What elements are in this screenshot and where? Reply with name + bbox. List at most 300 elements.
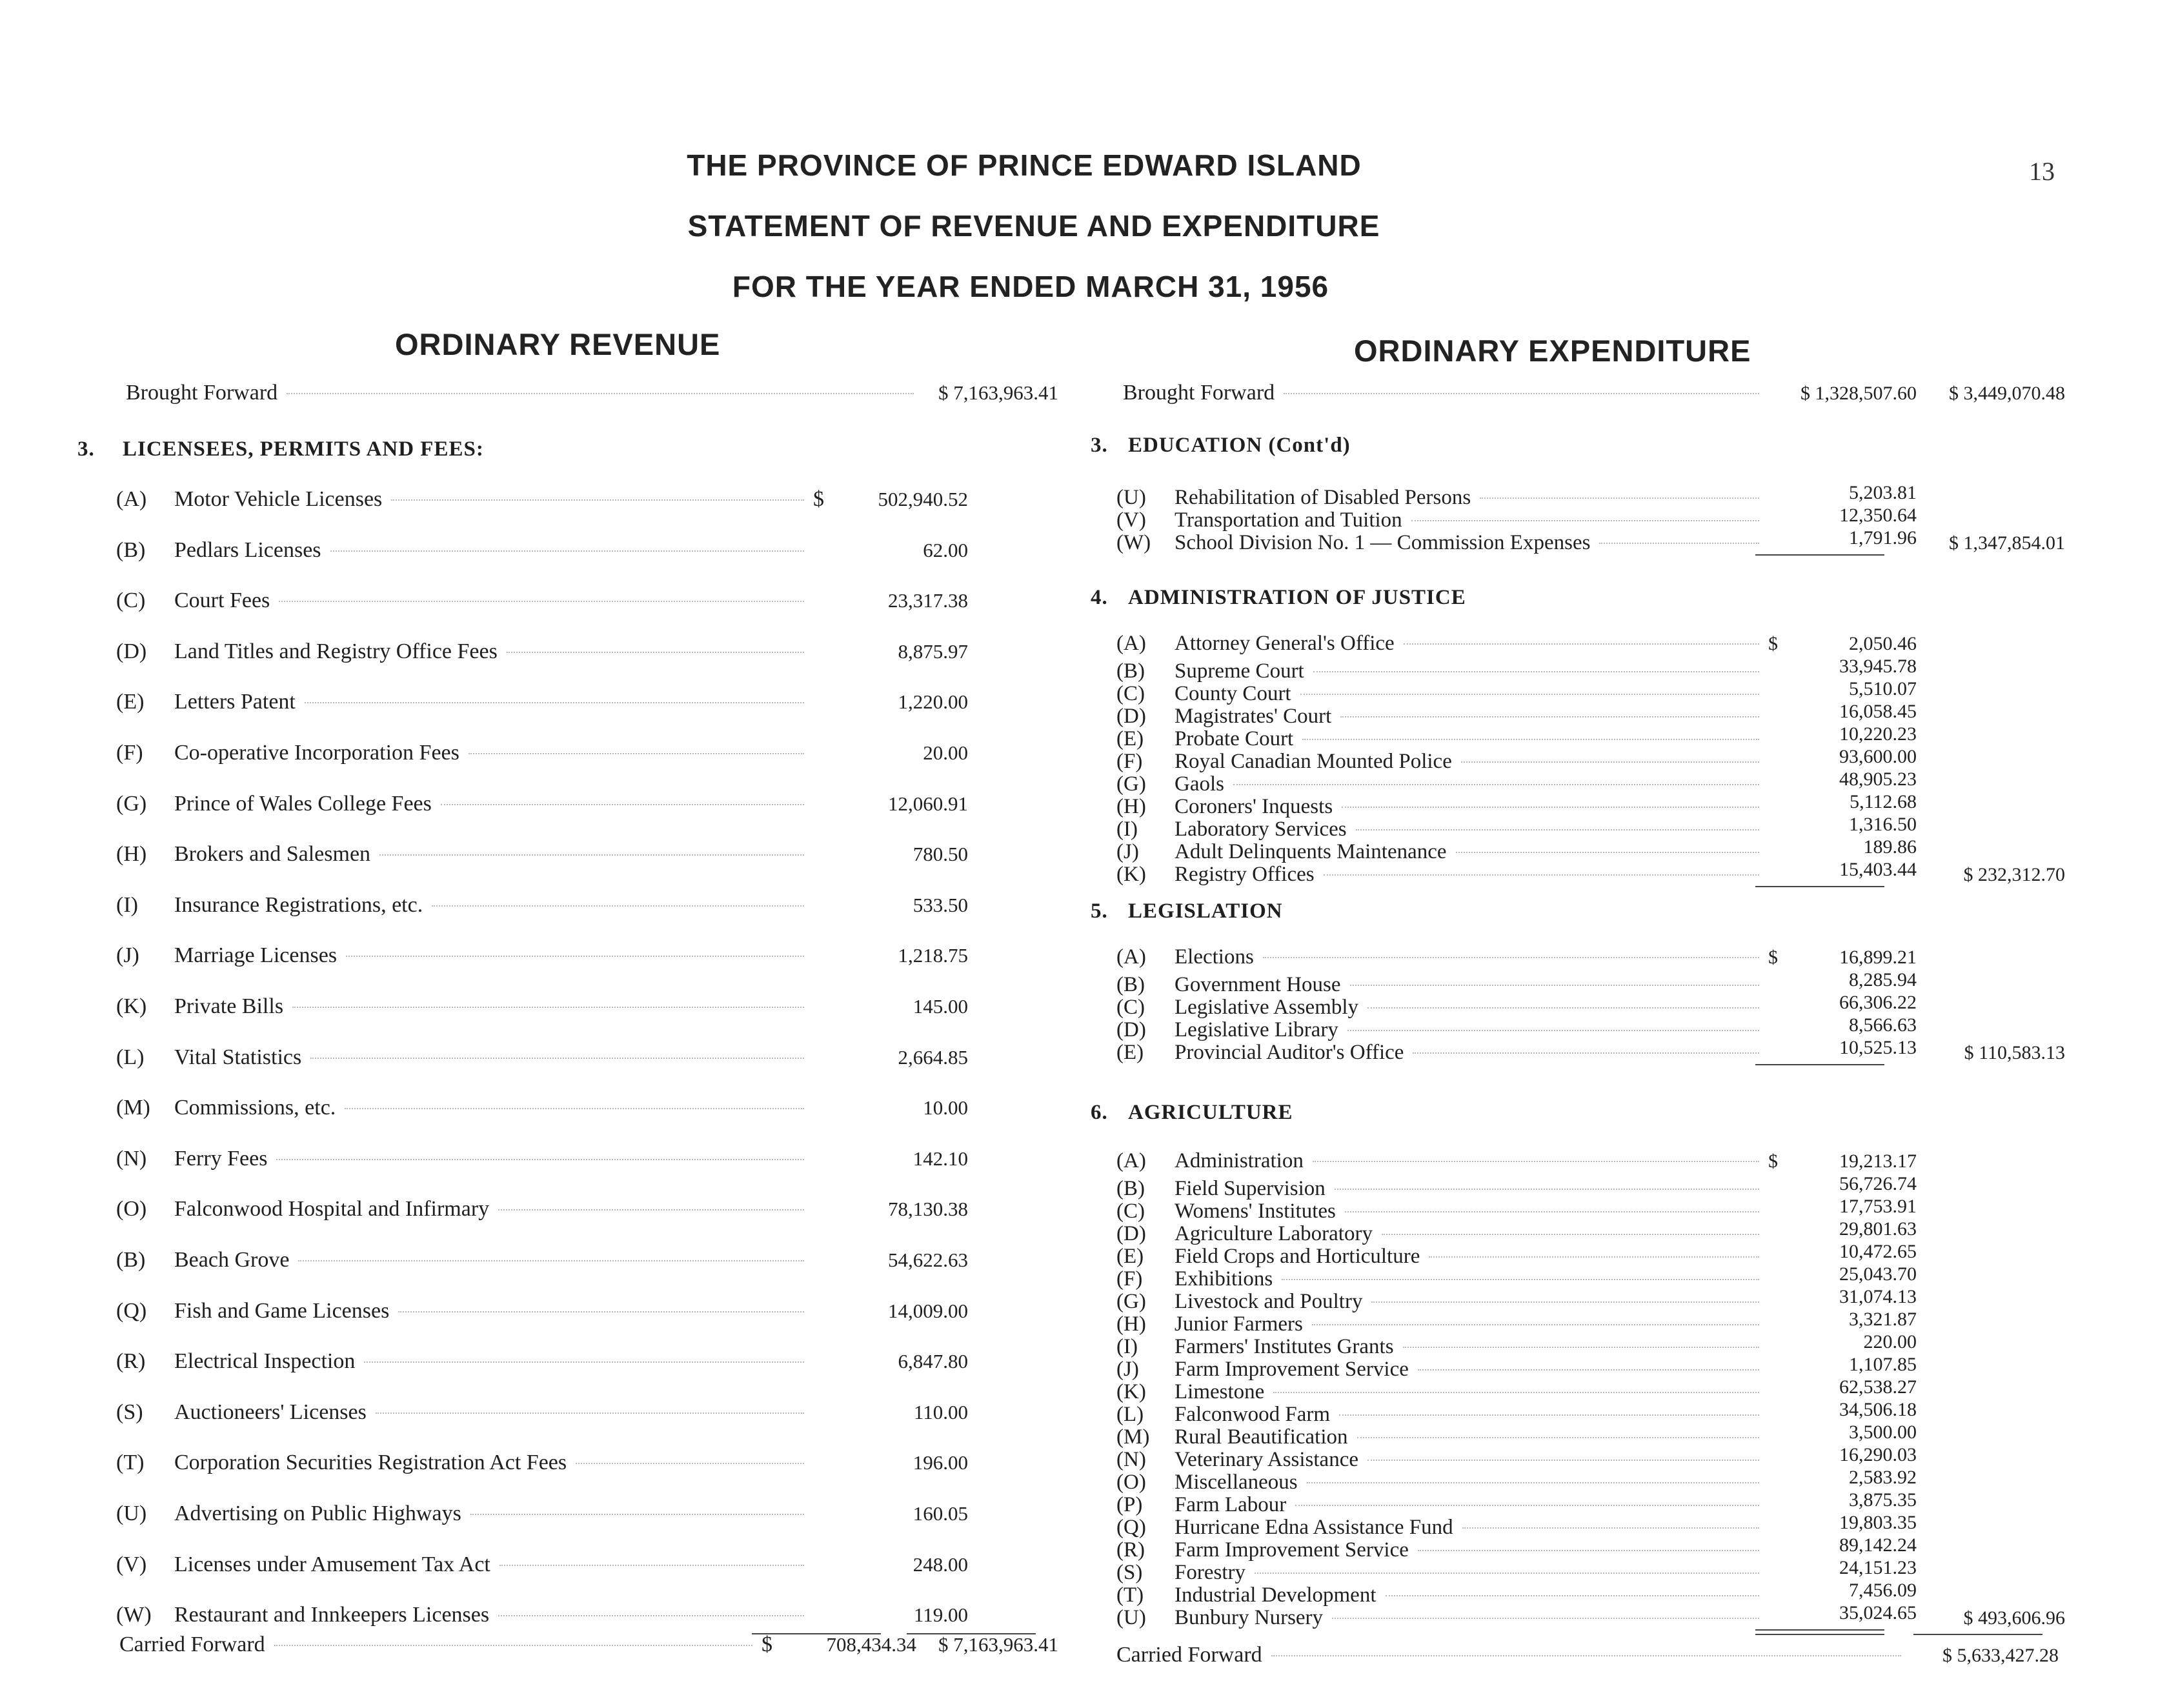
dot-leader	[1342, 807, 1759, 808]
revenue-item-name: Electrical Inspection	[174, 1349, 356, 1374]
expenditure-item-letter: (U)	[1116, 486, 1146, 509]
dot-leader	[1332, 1618, 1759, 1619]
revenue-brought-forward-row	[126, 381, 1058, 405]
expenditure-item-name: Legislative Assembly	[1175, 996, 1359, 1019]
revenue-item-letter: (J)	[116, 943, 139, 968]
expenditure-item-amount-cell	[1768, 836, 1917, 858]
expenditure-item-row	[1116, 504, 2065, 532]
revenue-item-amount: 502,940.52	[878, 488, 968, 510]
expenditure-item-row	[1116, 678, 2065, 705]
dot-leader	[1312, 1324, 1759, 1325]
revenue-item-letter: (I)	[116, 892, 138, 917]
expenditure-item-amount-cell	[1768, 1466, 1917, 1489]
revenue-item-letter: (C)	[116, 588, 146, 613]
revenue-item-dollar: $	[813, 487, 824, 511]
expenditure-item-amount-cell	[1768, 481, 1917, 504]
expenditure-item-amount: 62,538.27	[1839, 1376, 1917, 1398]
revenue-carried-forward-dollar: $	[761, 1633, 772, 1656]
expenditure-item-dollar	[1768, 790, 1785, 813]
title-province: THE PROVINCE OF PRINCE EDWARD ISLAND	[687, 148, 1362, 182]
revenue-item-name: Motor Vehicle Licenses	[174, 487, 383, 511]
expenditure-section-number: 4.	[1091, 586, 1108, 609]
expenditure-item-name: County Court	[1175, 682, 1291, 705]
expenditure-item-name: Administration	[1175, 1149, 1304, 1172]
expenditure-item-dollar	[1768, 813, 1785, 836]
expenditure-item-letter: (J)	[1116, 840, 1139, 863]
dot-leader	[1339, 1414, 1759, 1416]
expenditure-item-row	[1116, 1466, 2065, 1494]
expenditure-item-row	[1116, 969, 2065, 996]
expenditure-item-dollar	[1768, 1466, 1785, 1489]
expenditure-item-amount: 34,506.18	[1839, 1399, 1917, 1420]
expenditure-item-row	[1116, 632, 2065, 655]
expenditure-item-amount: 7,456.09	[1849, 1580, 1917, 1601]
expenditure-section-total: $ 493,606.96	[1963, 1607, 2065, 1629]
expenditure-item-dollar	[1768, 1443, 1785, 1466]
expenditure-item-amount: 48,905.23	[1839, 769, 1917, 790]
dot-leader	[1367, 1007, 1759, 1009]
expenditure-item-letter: (E)	[1116, 1041, 1144, 1064]
revenue-item-amount: 248.00	[913, 1552, 968, 1576]
expenditure-item-amount-cell	[1768, 1263, 1917, 1285]
expenditure-item-letter: (J)	[1116, 1358, 1139, 1381]
expenditure-item-amount: 25,043.70	[1839, 1263, 1917, 1285]
dot-leader	[292, 1007, 804, 1008]
revenue-item-amount: 2,664.85	[898, 1045, 968, 1069]
section-subtotal-rule	[1755, 886, 1884, 887]
expenditure-item-row	[1116, 790, 2065, 818]
revenue-item-row	[116, 1197, 968, 1248]
expenditure-item-name: Agriculture Laboratory	[1175, 1222, 1373, 1245]
dot-leader	[441, 804, 804, 805]
expenditure-item-dollar	[1768, 858, 1785, 881]
revenue-item-name: Brokers and Salesmen	[174, 842, 371, 867]
expenditure-item-amount-cell	[1768, 1195, 1917, 1218]
expenditure-item-letter: (C)	[1116, 682, 1145, 705]
expenditure-item-amount: 3,321.87	[1849, 1309, 1917, 1330]
revenue-item-amount: 1,218.75	[898, 944, 968, 967]
revenue-item-letter: (O)	[116, 1197, 147, 1221]
expenditure-item-amount: 8,566.63	[1849, 1014, 1917, 1036]
page-number: 13	[2029, 157, 2055, 186]
expenditure-item-letter: (E)	[1116, 1245, 1144, 1268]
expenditure-section-heading	[1091, 434, 1351, 457]
expenditure-item-amount-cell	[1768, 1602, 1917, 1624]
revenue-item-amount: 142.10	[913, 1147, 968, 1170]
expenditure-item-amount: 1,791.96	[1849, 527, 1917, 548]
expenditure-item-dollar	[1768, 1398, 1785, 1421]
dot-leader	[1340, 716, 1759, 718]
expenditure-item-amount-cell	[1768, 1331, 1917, 1353]
expenditure-item-name: Livestock and Poultry	[1175, 1290, 1363, 1313]
dot-leader	[432, 905, 804, 907]
expenditure-carried-forward-amount: $ 5,633,427.28	[1942, 1645, 2059, 1666]
expenditure-item-dollar	[1768, 768, 1785, 790]
expenditure-item-name: Adult Delinquents Maintenance	[1175, 840, 1447, 863]
expenditure-item-name: Farmers' Institutes Grants	[1175, 1335, 1394, 1358]
expenditure-item-row	[1116, 1195, 2065, 1223]
expenditure-item-dollar	[1768, 1240, 1785, 1263]
expenditure-item-letter: (R)	[1116, 1538, 1145, 1562]
expenditure-item-name-wrap	[1116, 1607, 1768, 1629]
expenditure-item-amount: 31,074.13	[1839, 1286, 1917, 1307]
expenditure-item-row	[1116, 1150, 2065, 1172]
expenditure-item-row	[1116, 1489, 2065, 1516]
expenditure-item-row	[1116, 1263, 2065, 1291]
revenue-heading: ORDINARY REVENUE	[395, 327, 721, 361]
expenditure-item-name-wrap	[1116, 946, 1768, 969]
expenditure-item-amount: 16,290.03	[1839, 1444, 1917, 1465]
expenditure-section-total: $ 110,583.13	[1964, 1042, 2065, 1063]
expenditure-item-amount: 5,510.07	[1849, 678, 1917, 699]
expenditure-item-row	[1116, 1443, 2065, 1471]
expenditure-item-name: Gaols	[1175, 772, 1224, 796]
expenditure-item-letter: (E)	[1116, 727, 1144, 750]
expenditure-item-amount: 29,801.63	[1839, 1218, 1917, 1240]
title-year: FOR THE YEAR ENDED MARCH 31, 1956	[732, 270, 1329, 303]
revenue-item-amount: 78,130.38	[888, 1198, 968, 1221]
title-statement: STATEMENT OF REVENUE AND EXPENDITURE	[687, 209, 1380, 243]
revenue-item-name: Private Bills	[174, 994, 284, 1018]
expenditure-item-amount: 3,500.00	[1849, 1422, 1917, 1443]
expenditure-item-row	[1116, 745, 2065, 773]
revenue-item-letter: (L)	[116, 1045, 145, 1069]
dot-leader	[1480, 497, 1759, 499]
revenue-item-row	[116, 1502, 968, 1552]
expenditure-item-amount: 10,220.23	[1839, 723, 1917, 745]
dot-leader	[469, 753, 804, 754]
dot-leader	[1307, 1482, 1759, 1483]
dot-leader	[1386, 1595, 1759, 1596]
expenditure-item-amount-cell	[1768, 1534, 1917, 1556]
expenditure-item-dollar	[1768, 1036, 1785, 1059]
expenditure-item-letter: (A)	[1116, 1149, 1146, 1172]
expenditure-section-title: EDUCATION (Cont'd)	[1128, 434, 1351, 457]
revenue-item-amount: 533.50	[913, 893, 968, 916]
expenditure-item-letter: (L)	[1116, 1403, 1144, 1426]
expenditure-item-amount-cell	[1768, 1172, 1917, 1195]
expenditure-item-row	[1116, 1218, 2065, 1245]
statement-titles	[0, 146, 2158, 328]
revenue-item-amount: 12,060.91	[888, 792, 968, 815]
revenue-item-row	[116, 994, 968, 1045]
expenditure-item-name: Falconwood Farm	[1175, 1403, 1331, 1426]
expenditure-item-amount: 5,203.81	[1849, 482, 1917, 503]
expenditure-item-row	[1116, 1014, 2065, 1041]
revenue-item-row	[116, 1045, 968, 1096]
expenditure-item-dollar	[1768, 745, 1785, 768]
expenditure-item-amount-cell	[1768, 1511, 1917, 1534]
revenue-item-row	[116, 792, 968, 843]
expenditure-item-name: Hurricane Edna Assistance Fund	[1175, 1516, 1453, 1539]
revenue-item-row	[116, 1299, 968, 1350]
dot-leader	[330, 550, 804, 552]
expenditure-item-dollar	[1768, 1263, 1785, 1285]
expenditure-item-dollar	[1768, 1353, 1785, 1376]
expenditure-item-name-wrap	[1116, 532, 1768, 554]
dot-leader	[391, 499, 804, 501]
expenditure-heading: ORDINARY EXPENDITURE	[1354, 334, 1751, 368]
expenditure-section-total: $ 232,312.70	[1963, 864, 2065, 885]
expenditure-item-amount: 12,350.64	[1839, 505, 1917, 526]
expenditure-item-letter: (I)	[1116, 818, 1138, 841]
dot-leader	[1462, 1527, 1759, 1529]
revenue-item-name: Beach Grove	[174, 1248, 290, 1272]
expenditure-item-amount-cell	[1768, 1285, 1917, 1308]
dot-leader	[1456, 852, 1759, 853]
expenditure-item-amount-cell	[1768, 723, 1917, 745]
expenditure-item-letter: (H)	[1116, 795, 1146, 818]
expenditure-section-heading	[1091, 899, 1283, 923]
expenditure-item-amount-cell	[1768, 1353, 1917, 1376]
dot-leader	[498, 1209, 804, 1211]
expenditure-item-letter: (D)	[1116, 1222, 1146, 1245]
expenditure-item-name: Transportation and Tuition	[1175, 508, 1402, 532]
expenditure-item-letter: (M)	[1116, 1425, 1150, 1449]
expenditure-item-name: Royal Canadian Mounted Police	[1175, 750, 1452, 773]
revenue-item-amount: 110.00	[913, 1400, 968, 1423]
expenditure-item-letter: (B)	[1116, 659, 1145, 683]
expenditure-item-amount: 8,285.94	[1849, 969, 1917, 990]
expenditure-item-letter: (G)	[1116, 772, 1146, 796]
expenditure-item-row	[1116, 1331, 2065, 1358]
expenditure-carried-forward-row	[1116, 1643, 2059, 1667]
expenditure-item-letter: (Q)	[1116, 1516, 1146, 1539]
expenditure-item-dollar	[1768, 1308, 1785, 1331]
dot-leader	[1404, 643, 1759, 645]
dot-leader	[1273, 1392, 1759, 1393]
dot-leader	[1313, 671, 1759, 672]
expenditure-item-amount: 17,753.91	[1839, 1196, 1917, 1217]
dot-leader	[1382, 1234, 1759, 1235]
revenue-item-amount: 8,875.97	[898, 639, 968, 663]
revenue-item-name: Pedlars Licenses	[174, 538, 321, 562]
expenditure-item-amount: 2,583.92	[1849, 1467, 1917, 1488]
section-subtotal-rule	[1755, 554, 1884, 556]
expenditure-item-row	[1116, 1376, 2065, 1403]
revenue-item-letter: (W)	[116, 1603, 152, 1627]
dot-leader	[1418, 1369, 1759, 1371]
dot-leader	[1233, 784, 1759, 785]
dot-leader	[274, 1645, 752, 1646]
revenue-item-letter: (R)	[116, 1349, 146, 1374]
revenue-item-name: Prince of Wales College Fees	[174, 791, 432, 816]
expenditure-item-dollar	[1768, 991, 1785, 1014]
expenditure-item-amount-cell	[1768, 858, 1917, 881]
expenditure-item-name: Legislative Library	[1175, 1018, 1338, 1041]
dot-leader	[507, 652, 804, 653]
expenditure-item-letter: (V)	[1116, 508, 1146, 532]
expenditure-item-amount: 220.00	[1863, 1331, 1917, 1352]
expenditure-item-row	[1116, 946, 2065, 969]
expenditure-item-name: Forestry	[1175, 1561, 1245, 1584]
expenditure-section-title: LEGISLATION	[1128, 899, 1283, 923]
expenditure-item-amount-cell	[1768, 1376, 1917, 1398]
expenditure-item-name: Veterinary Assistance	[1175, 1448, 1358, 1471]
dot-leader	[279, 601, 804, 602]
revenue-item-letter: (V)	[116, 1552, 147, 1576]
expenditure-item-amount: 19,803.35	[1839, 1512, 1917, 1533]
expenditure-item-letter: (B)	[1116, 973, 1145, 996]
expenditure-section-heading	[1091, 586, 1466, 610]
revenue-item-name: Licenses under Amusement Tax Act	[174, 1552, 490, 1576]
expenditure-item-amount: 15,403.44	[1839, 859, 1917, 880]
expenditure-item-amount: 19,213.17	[1839, 1150, 1917, 1172]
expenditure-item-name-wrap	[1116, 1150, 1768, 1172]
expenditure-item-row	[1116, 991, 2065, 1019]
expenditure-item-amount: 56,726.74	[1839, 1173, 1917, 1194]
revenue-item-row	[116, 1349, 968, 1400]
expenditure-item-row	[1116, 1602, 2065, 1629]
expenditure-item-row	[1116, 700, 2065, 728]
dot-leader	[379, 854, 804, 856]
dot-leader	[1345, 1211, 1759, 1212]
expenditure-item-amount-cell	[1768, 527, 1917, 549]
revenue-item-letter: (K)	[116, 994, 147, 1018]
expenditure-item-name-wrap	[1116, 632, 1768, 655]
expenditure-item-letter: (B)	[1116, 1177, 1145, 1200]
expenditure-item-letter: (G)	[1116, 1290, 1146, 1313]
dot-leader	[1313, 1161, 1759, 1162]
expenditure-item-row	[1116, 858, 2065, 886]
dot-leader	[276, 1159, 804, 1160]
expenditure-item-letter: (W)	[1116, 531, 1151, 554]
dot-leader	[376, 1412, 804, 1414]
expenditure-item-amount: 10,472.65	[1839, 1241, 1917, 1262]
expenditure-item-row	[1116, 768, 2065, 796]
expenditure-item-amount: 10,525.13	[1839, 1037, 1917, 1058]
expenditure-item-dollar	[1768, 1511, 1785, 1534]
expenditure-item-letter: (F)	[1116, 750, 1143, 773]
dot-leader	[1335, 1189, 1759, 1190]
expenditure-item-dollar	[1768, 1195, 1785, 1218]
expenditure-brought-forward-row	[1123, 381, 2065, 405]
expenditure-item-amount-cell	[1768, 1489, 1917, 1511]
expenditure-section-heading	[1091, 1101, 1293, 1125]
expenditure-item-row	[1116, 1285, 2065, 1313]
dot-leader	[364, 1361, 804, 1363]
revenue-item-name: Vital Statistics	[174, 1045, 302, 1069]
revenue-section-heading	[77, 437, 484, 461]
section-subtotal-rule	[1755, 1064, 1884, 1065]
expenditure-item-amount-cell	[1768, 1218, 1917, 1240]
revenue-item-row	[116, 690, 968, 741]
revenue-item-letter: (B)	[116, 1248, 146, 1272]
section-subtotal-rule	[1755, 1629, 1884, 1631]
expenditure-item-amount: 2,050.46	[1849, 633, 1917, 654]
expenditure-item-name: Attorney General's Office	[1175, 632, 1395, 655]
revenue-item-name: Advertising on Public Highways	[174, 1502, 461, 1525]
revenue-item-row	[116, 1400, 968, 1451]
revenue-item-amount: 780.50	[913, 843, 968, 866]
expenditure-item-letter: (D)	[1116, 705, 1146, 728]
revenue-section-number: 3.	[77, 437, 95, 461]
expenditure-item-name: Limestone	[1175, 1380, 1265, 1403]
revenue-item-amount: 1,220.00	[898, 690, 968, 714]
revenue-item-amount: 14,009.00	[888, 1299, 968, 1322]
revenue-item-name: Co-operative Incorporation Fees	[174, 741, 459, 765]
dot-leader	[1302, 739, 1759, 740]
dot-leader	[1356, 829, 1759, 830]
revenue-item-letter: (N)	[116, 1146, 147, 1170]
dot-leader	[305, 702, 804, 703]
expenditure-item-dollar	[1768, 1556, 1785, 1579]
expenditure-item-dollar	[1768, 1489, 1785, 1511]
expenditure-item-amount: 89,142.24	[1839, 1534, 1917, 1556]
expenditure-item-amount-cell	[1768, 745, 1917, 768]
revenue-item-letter: (G)	[116, 791, 147, 816]
expenditure-item-dollar	[1768, 1602, 1785, 1624]
revenue-section-title: LICENSEES, PERMITS AND FEES:	[123, 437, 484, 461]
dot-leader	[1357, 1437, 1760, 1438]
expenditure-item-amount: 16,899.21	[1839, 947, 1917, 968]
expenditure-item-name: Industrial Development	[1175, 1583, 1376, 1607]
expenditure-item-name: Elections	[1175, 945, 1254, 969]
revenue-item-row	[116, 943, 968, 994]
revenue-carried-forward-subtotal: 708,434.34	[826, 1633, 916, 1656]
revenue-item-name: Restaurant and Innkeepers Licenses	[174, 1603, 490, 1627]
revenue-item-row	[116, 1552, 968, 1603]
revenue-item-letter: (D)	[116, 639, 147, 663]
dot-leader	[498, 1615, 804, 1616]
expenditure-section-number: 3.	[1091, 434, 1108, 457]
revenue-item-letter: (E)	[116, 690, 145, 714]
expenditure-item-letter: (K)	[1116, 1380, 1146, 1403]
revenue-item-row	[116, 538, 968, 589]
revenue-item-name: Corporation Securities Registration Act Fees	[174, 1451, 567, 1475]
dot-leader	[1371, 1301, 1759, 1303]
dot-leader	[499, 1565, 804, 1566]
expenditure-item-amount: 5,112.68	[1850, 791, 1917, 812]
expenditure-item-amount: 35,024.65	[1839, 1602, 1917, 1623]
expenditure-item-letter: (T)	[1116, 1583, 1144, 1607]
expenditure-item-name: Farm Improvement Service	[1175, 1358, 1409, 1381]
expenditure-item-letter: (I)	[1116, 1335, 1138, 1358]
expenditure-item-letter: (U)	[1116, 1606, 1146, 1629]
expenditure-item-dollar	[1768, 723, 1785, 745]
dot-leader	[310, 1058, 804, 1059]
expenditure-carried-forward-label: Carried Forward	[1116, 1643, 1262, 1667]
expenditure-item-amount-cell	[1768, 632, 1917, 655]
expenditure-item-name: School Division No. 1 — Commission Expenses	[1175, 531, 1591, 554]
revenue-item-letter: (F)	[116, 741, 143, 765]
dot-leader	[1347, 1030, 1759, 1031]
expenditure-item-row	[1116, 1172, 2065, 1200]
revenue-item-amount: 119.00	[913, 1603, 968, 1627]
expenditure-item-dollar	[1768, 678, 1785, 700]
expenditure-section-number: 6.	[1091, 1101, 1108, 1124]
revenue-item-name: Letters Patent	[174, 690, 296, 714]
expenditure-item-name: Miscellaneous	[1175, 1471, 1298, 1494]
expenditure-item-dollar: $	[1768, 1150, 1778, 1172]
expenditure-item-dollar	[1768, 700, 1785, 723]
revenue-item-letter: (H)	[116, 842, 147, 867]
dot-leader	[1418, 1550, 1759, 1551]
expenditure-item-amount-cell	[1768, 1443, 1917, 1466]
expenditure-item-amount: 1,316.50	[1849, 814, 1917, 835]
revenue-item-letter: (M)	[116, 1096, 150, 1120]
dot-leader	[576, 1463, 804, 1464]
revenue-item-row	[116, 588, 968, 639]
expenditure-section-title: AGRICULTURE	[1128, 1101, 1293, 1124]
expenditure-item-dollar: $	[1768, 947, 1778, 968]
expenditure-section-total: $ 1,347,854.01	[1949, 532, 2065, 554]
expenditure-item-row	[1116, 1556, 2065, 1584]
expenditure-item-amount-cell	[1768, 1421, 1917, 1443]
dot-leader	[1350, 985, 1759, 986]
expenditure-item-row	[1116, 1308, 2065, 1336]
revenue-item-name: Land Titles and Registry Office Fees	[174, 639, 498, 663]
